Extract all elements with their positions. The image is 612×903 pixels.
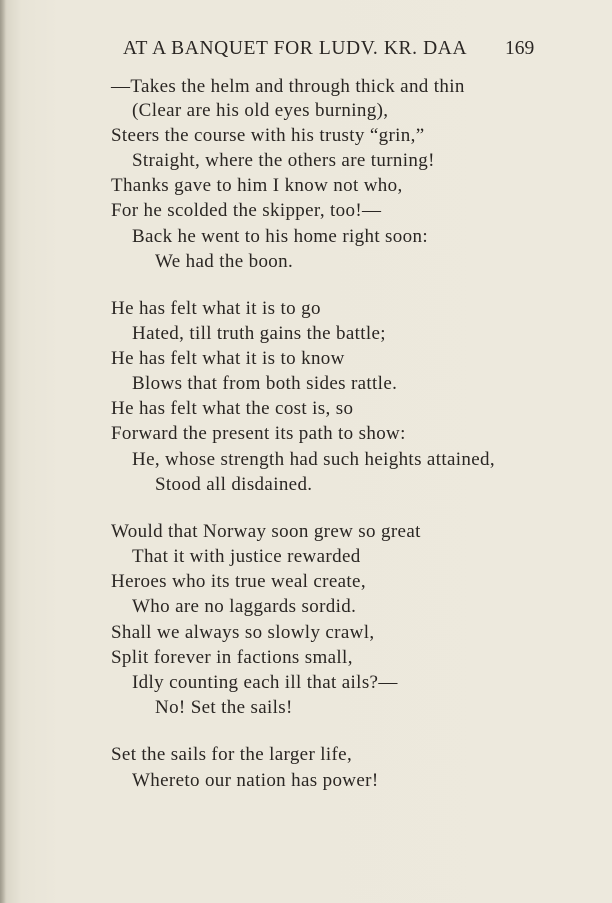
poem-line: Would that Norway soon grew so great [111, 521, 421, 542]
poem-line: Thanks gave to him I know not who, [111, 175, 403, 196]
poem-line: He has felt what it is to go [111, 298, 321, 319]
poem-line: Forward the present its path to show: [111, 423, 406, 444]
poem-line: Idly counting each ill that ails?— [132, 672, 398, 693]
poem-line: Whereto our nation has power! [132, 770, 379, 791]
poem-line: Who are no laggards sordid. [132, 596, 357, 617]
poem-line: He, whose strength had such heights attained, [132, 449, 495, 470]
poem-line: Steers the course with his trusty “grin,” [111, 125, 425, 146]
poem-line: —Takes the helm and through thick and thin [111, 76, 465, 97]
poem-line: No! Set the sails! [155, 697, 293, 718]
poem-line: Stood all disdained. [155, 474, 313, 495]
poem-line: He has felt what the cost is, so [111, 398, 354, 419]
page-number: 169 [505, 38, 535, 59]
poem-line: That it with justice rewarded [132, 546, 361, 567]
poem-line: Straight, where the others are turning! [132, 150, 435, 171]
poem-line: Hated, till truth gains the battle; [132, 323, 386, 344]
poem-line: Back he went to his home right soon: [132, 226, 428, 247]
poem-line: We had the boon. [155, 251, 294, 272]
poem-line: Blows that from both sides rattle. [132, 373, 398, 394]
poem-line: Split forever in factions small, [111, 647, 353, 668]
poem-line: Set the sails for the larger life, [111, 744, 353, 765]
poem-line: (Clear are his old eyes burning), [132, 100, 389, 121]
poem-line: Shall we always so slowly crawl, [111, 622, 375, 643]
poem-line: For he scolded the skipper, too!— [111, 200, 382, 221]
header-title: AT A BANQUET FOR LUDV. KR. DAA [123, 38, 468, 59]
poem-line: Heroes who its true weal create, [111, 571, 366, 592]
poem-line: He has felt what it is to know [111, 348, 345, 369]
